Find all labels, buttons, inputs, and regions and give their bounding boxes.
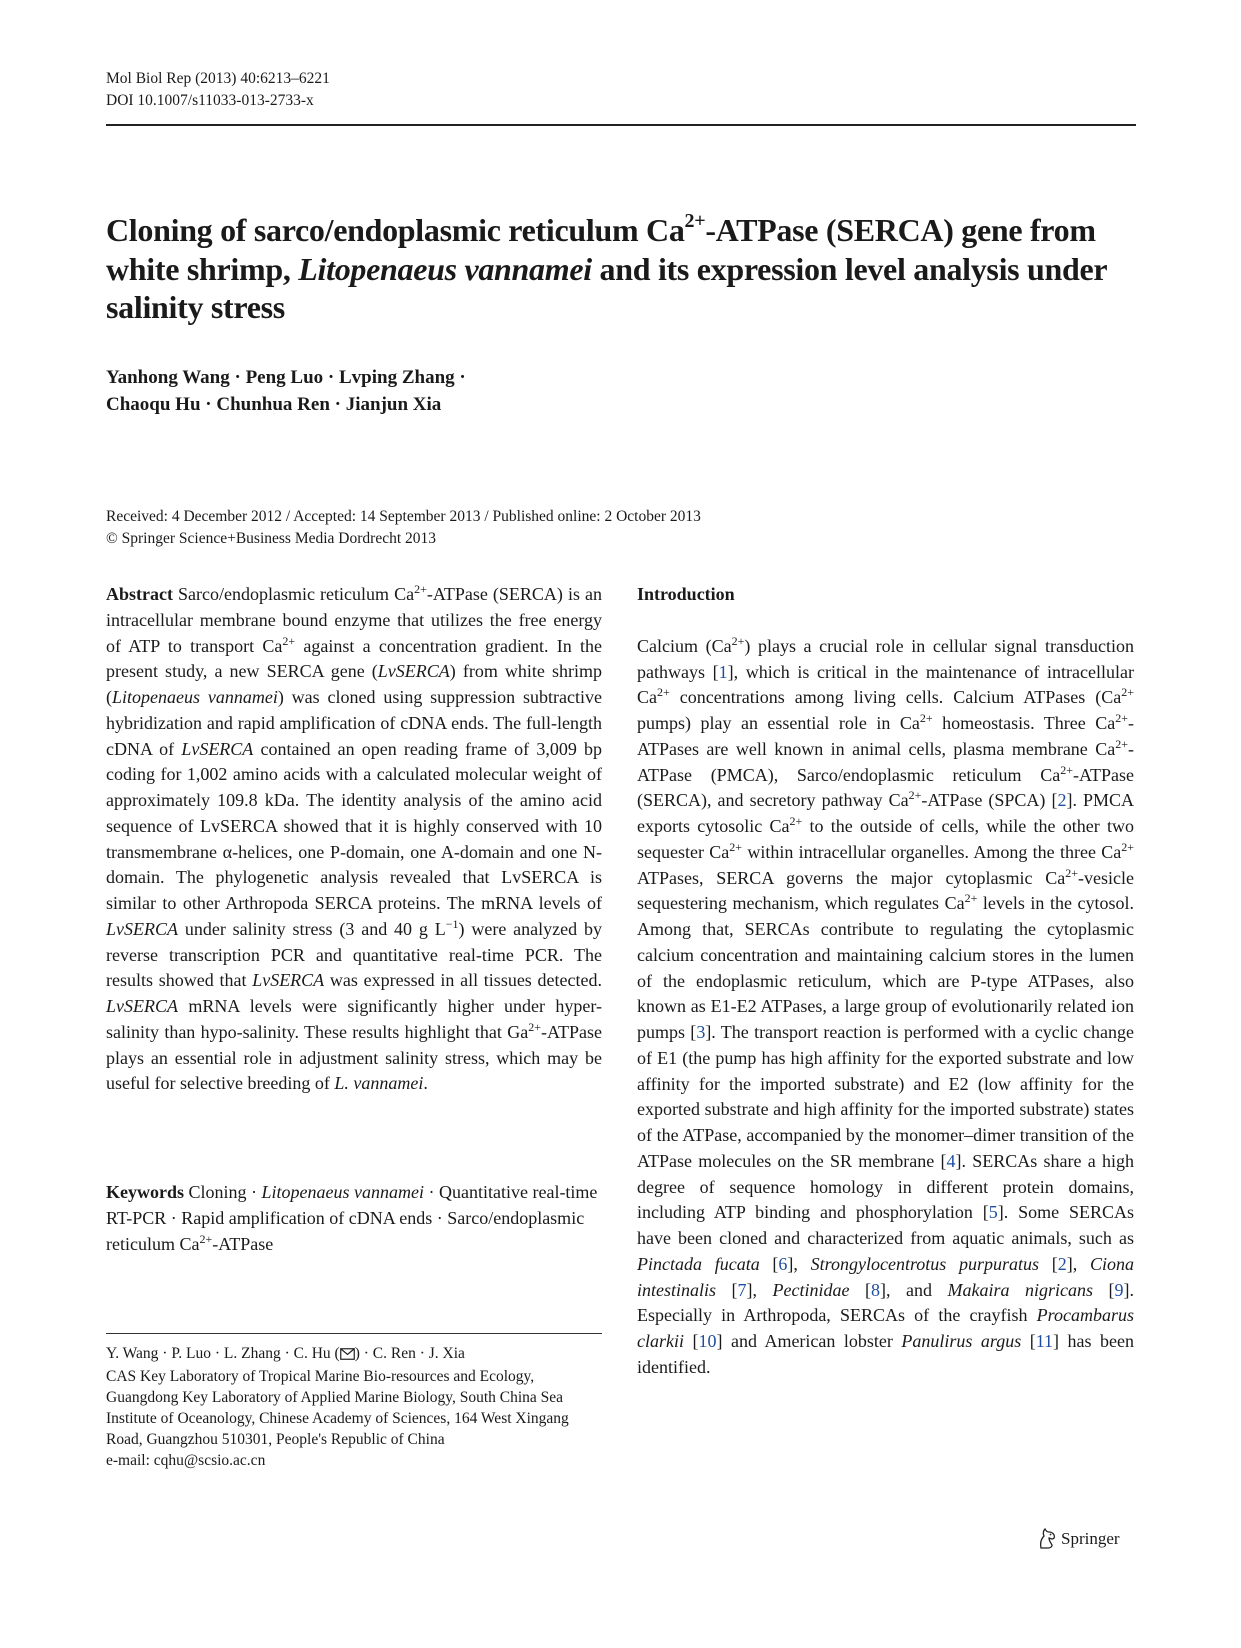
author-list [106, 364, 466, 418]
envelope-icon [340, 1345, 355, 1366]
authors-line-2: Chaoqu Hu · Chunhua Ren · Jianjun Xia [106, 394, 442, 415]
citation-link[interactable]: 9 [1114, 1279, 1124, 1300]
abstract-text: Abstract Sarco/endoplasmic reticulum $Ca^{2+}$-ATPase (SERCA) is an intracellular membrane bound enzyme that utilizes the free energy of ATP to transport $Ca^{2+}$ against a concentration gradient. In the present study, a new SERCA gene (LvSERCA) from white shrimp (Litopenaeus vannamei) was cloned using suppression subtractive hybridization and rapid amplification of cDNA ends. The full-length cDNA of LvSERCA contained an open reading frame of 3,009 bp coding for 1,002 amino acids with a calculated molecular weight of approximately 109.8 kDa. The identity analysis of the amino acid sequence of LvSERCA showed that it is highly conserved with 10 transmembrane α-helices, one P-domain, one A-domain and one N-domain. The phylogenetic analysis revealed that LvSERCA is similar to other Arthropoda SERCA proteins. The mRNA levels of LvSERCA under salinity stress (3 and 40 g $L^{-1}$) were analyzed by reverse transcription PCR and quantitative real-time PCR. The results showed that LvSERCA was expressed in all tissues detected. LvSERCA mRNA levels were significantly higher under hyper-salinity than hypo-salinity. These results highlight that $Ga^{2+}$-ATPase plays an essential role in adjustment salinity stress, which may be useful for selective breeding of L. vannamei. [106, 582, 603, 1094]
citation-link[interactable]: 3 [696, 1022, 706, 1042]
affiliation-address: CAS Key Laboratory of Tropical Marine Bio-resources and Ecology, Guangdong Key Laboratory of Applied Marine Biology, South China Sea Institute of Oceanology, Chinese Academy of Sciences, 164 West Xingang Road, Guangzhou 510301, People's Republic of China [106, 1368, 569, 1448]
doi: DOI 10.1007/s11033-013-2733-x [106, 92, 314, 109]
affiliation [106, 1343, 602, 1471]
citation-link[interactable]: 4 [946, 1150, 956, 1171]
journal-reference [106, 68, 330, 112]
authors-line-1: Yanhong Wang · Peng Luo · Lvping Zhang · [106, 367, 466, 388]
citation-link[interactable]: 8 [870, 1279, 880, 1300]
journal-citation: Mol Biol Rep (2013) 40:6213–6221 [106, 70, 330, 87]
citation-link[interactable]: 6 [778, 1253, 788, 1274]
keywords: Keywords Cloning · Litopenaeus vannamei · Quantitative real-time RT-PCR · Rapid amplification of cDNA ends · Sarco/endoplasmic reticulum $Ca^{2+}$-ATPase [106, 1182, 598, 1254]
citation-link[interactable]: 7 [737, 1279, 747, 1300]
introduction-text: Calcium $(Ca^{2+})$ plays a crucial role in cellular signal transduction pathways [1], which is critical in the maintenance of intracellular $Ca^{2+}$ concentrations among living cells. Calcium ATPases ($Ca^{2+}$ pumps) play an essential role in $Ca^{2+}$ homeostasis. Three $Ca^{2+}$-ATPases are well known in animal cells, plasma membrane $Ca^{2+}$-ATPase (PMCA), Sarco/endoplasmic reticulum $Ca^{2+}$-ATPase (SERCA), and secretory pathway $Ca^{2+}$-ATPase (SPCA) [2]. PMCA exports cytosolic $Ca^{2+}$ to the outside of cells, while the other two sequester $Ca^{2+}$ within intracellular organelles. Among the three $Ca^{2+}$ ATPases, SERCA governs the major cytoplasmic $Ca^{2+}$-vesicle sequestering mechanism, which regulates $Ca^{2+}$ levels in the cytosol. Among that, SERCAs contribute to regulating the cytoplasmic calcium concentration and maintaining calcium stores in the lumen of the endoplasmic reticulum, which are P-type ATPases, also known as E1-E2 ATPases, a large group of evolutionarily related ion pumps [3]. The transport reaction is performed with a cyclic change of E1 (the pump has high affinity for the exported substrate and low affinity for the imported substrate) and E2 (low affinity for the exported substrate and high affinity for the imported substrate) states of the ATPase, accompanied by the monomer–dimer transition of the ATPase molecules on the SR membrane [4]. SERCAs share a high degree of sequence homology in different protein domains, including ATP binding and phosphorylation [5]. Some SERCAs have been cloned and characterized from aquatic animals, such as Pinctada fucata [6], Strongylocentrotus purpuratus [2], Ciona intestinalis [7], Pectinidae [8], and Makaira nigricans [9]. Especially in Arthropoda, SERCAs of the crayfish Procambarus clarkii [10] and American lobster Panulirus argus [11] has been identified. [637, 633, 1135, 1377]
abstract-heading: Abstract [106, 584, 173, 604]
keywords-heading: Keywords [106, 1182, 184, 1202]
history-dates: Received: 4 December 2012 / Accepted: 14 September 2013 / Published online: 2 October 2013 [106, 508, 701, 525]
introduction-heading: Introduction [637, 584, 735, 604]
copyright: © Springer Science+Business Media Dordrecht 2013 [106, 530, 437, 547]
citation-link[interactable]: 11 [1035, 1331, 1054, 1351]
citation-link[interactable]: 2 [1057, 1253, 1067, 1274]
introduction [637, 582, 1134, 1381]
article-title: Cloning of sarco/endoplasmic reticulum $Ca^{2+}$-ATPase (SERCA) gene from white shrimp, Litopenaeus vannamei and its expression level analysis under salinity stress [106, 210, 1107, 325]
article-history [106, 506, 701, 550]
publisher-name: Springer [1061, 1529, 1120, 1548]
abstract [106, 582, 602, 1097]
affiliation-email[interactable]: e-mail: cqhu@scsio.ac.cn [106, 1452, 266, 1469]
citation-link[interactable]: 1 [718, 661, 728, 682]
citation-link[interactable]: 10 [698, 1331, 717, 1351]
affiliation-authors: Y. Wang · P. Luo · L. Zhang · C. Hu ( ) · C. Ren · J. Xia [106, 1343, 602, 1366]
springer-horse-icon [1037, 1528, 1057, 1550]
header-rule [106, 124, 1136, 126]
publisher-logo [1037, 1528, 1120, 1550]
citation-link[interactable]: 2 [1057, 790, 1067, 811]
citation-link[interactable]: 5 [988, 1202, 998, 1223]
footnote-rule [106, 1333, 602, 1334]
